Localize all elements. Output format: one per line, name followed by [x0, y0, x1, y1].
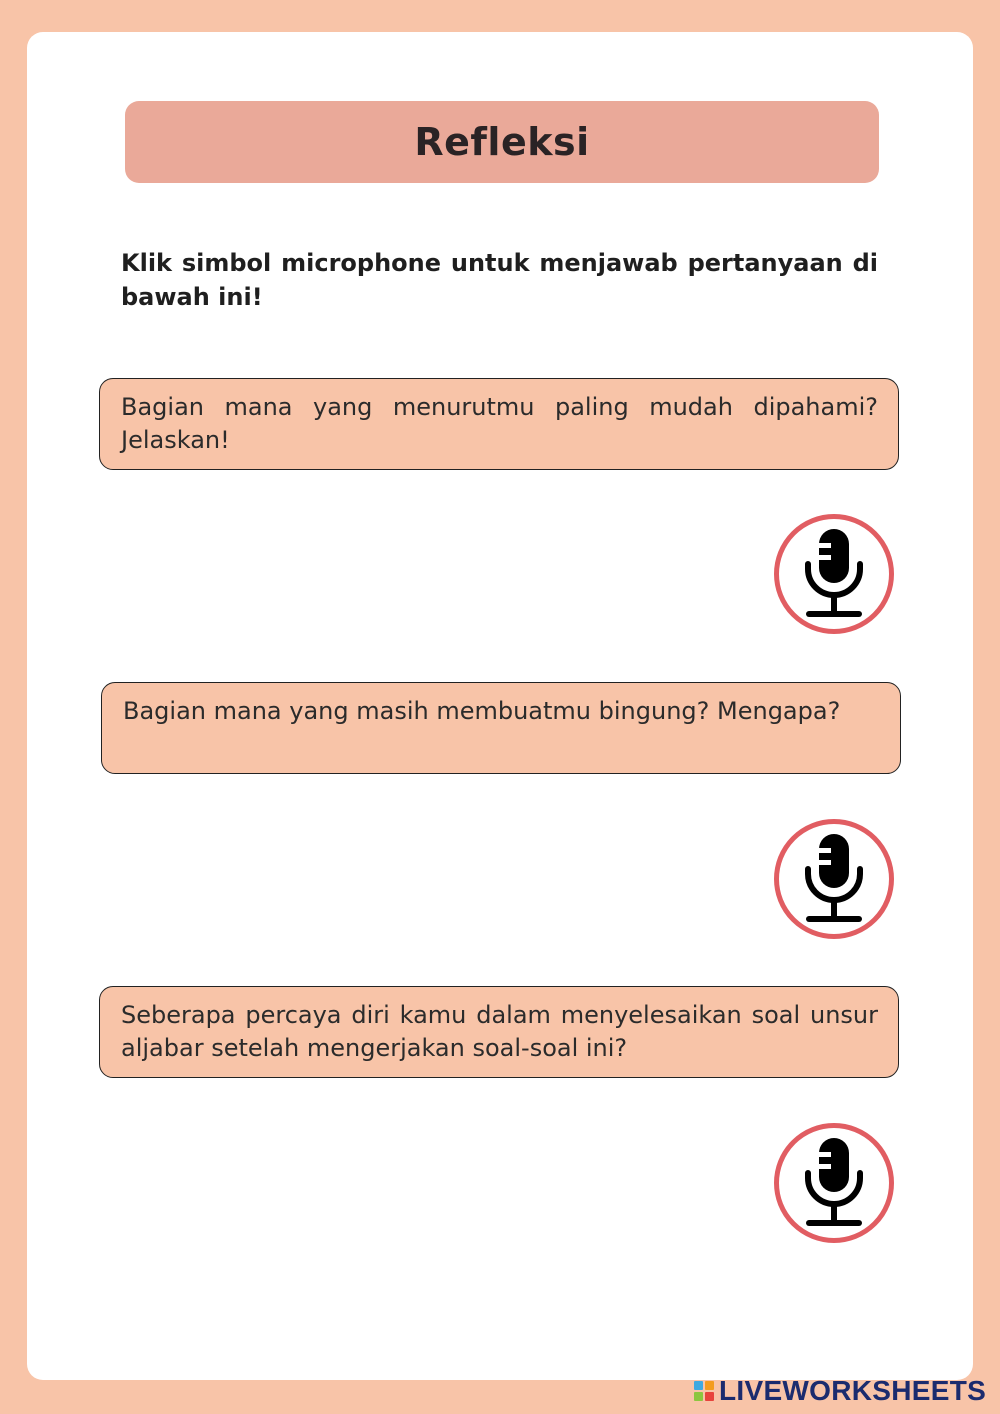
- question-box-2: Bagian mana yang masih membuatmu bingung? Mengapa?: [101, 682, 901, 774]
- microphone-button-1[interactable]: [774, 514, 894, 634]
- brand-name: LIVEWORKSHEETS: [719, 1375, 987, 1406]
- microphone-button-2[interactable]: [774, 819, 894, 939]
- microphone-button-3[interactable]: [774, 1123, 894, 1243]
- liveworksheets-logo: [694, 1376, 986, 1406]
- question-box-3: Seberapa percaya diri kamu dalam menyelesaikan soal unsur aljabar setelah mengerjakan soal-soal ini?: [99, 986, 899, 1078]
- microphone-icon: [799, 526, 869, 622]
- instruction-text: Klik simbol microphone untuk menjawab pertanyaan di bawah ini!: [121, 249, 878, 311]
- microphone-icon: [799, 831, 869, 927]
- question-box-1: Bagian mana yang menurutmu paling mudah dipahami? Jelaskan!: [99, 378, 899, 470]
- logo-mark-icon: [694, 1381, 714, 1401]
- microphone-icon: [799, 1135, 869, 1231]
- title-banner: [125, 101, 879, 183]
- page-title: Refleksi: [414, 120, 590, 164]
